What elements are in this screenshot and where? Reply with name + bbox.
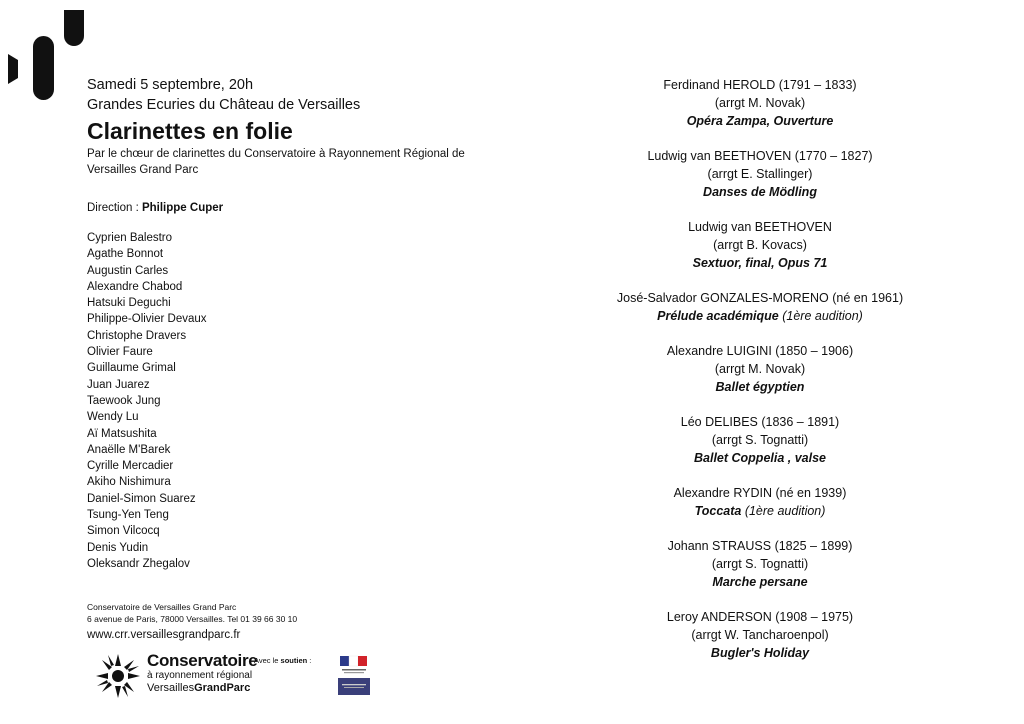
work-title: Ballet égyptien — [715, 380, 805, 394]
musician-name: Cyrille Mercadier — [87, 460, 174, 473]
support-bold: soutien — [280, 656, 308, 665]
event-info — [87, 75, 507, 572]
program-item — [590, 218, 930, 272]
musician-name: Akiho Nishimura — [87, 476, 171, 489]
musician-name: Taewook Jung — [87, 394, 161, 407]
musician-name: Olivier Faure — [87, 346, 153, 359]
musician-name: Guillaume Grimal — [87, 362, 176, 375]
composer: Johann STRAUSS (1825 – 1899) — [667, 539, 853, 553]
prefecture-logo-icon — [338, 678, 370, 695]
work-title: Prélude académique — [657, 309, 779, 323]
musician-name: Anaëlle M'Barek — [87, 443, 171, 456]
footer-address: 6 avenue de Paris, 78000 Versailles. Tel 01 39 66 30 10 — [87, 614, 298, 624]
musician-name: Juan Juarez — [87, 378, 150, 391]
composer: Alexandre LUIGINI (1850 – 1906) — [666, 344, 854, 358]
work-line — [590, 449, 930, 467]
event-subtitle: Par le chœur de clarinettes du Conservatoire à Rayonnement Régional de Versailles Grand Parc — [87, 148, 465, 176]
program-item — [590, 76, 930, 130]
composer: Ludwig van BEETHOVEN (1770 – 1827) — [647, 149, 873, 163]
composer: Ludwig van BEETHOVEN — [688, 220, 832, 234]
musician-name: Simon Vilcocq — [87, 525, 160, 538]
musician-name: Philippe-Olivier Devaux — [87, 313, 207, 326]
work-line — [590, 307, 930, 325]
arrangement: (arrgt B. Kovacs) — [713, 238, 807, 252]
work-line — [590, 644, 930, 662]
work-note: (1ère audition) — [741, 504, 826, 518]
director-name: Philippe Cuper — [141, 202, 224, 214]
work-line — [590, 573, 930, 591]
conservatoire-logo-text — [147, 652, 257, 695]
logo-line-2: à rayonnement régional — [147, 670, 253, 681]
work-note: (1ère audition) — [778, 309, 863, 323]
work-title: Danses de Mödling — [703, 185, 817, 199]
work-line — [590, 112, 930, 130]
musician-name: Hatsuki Deguchi — [87, 297, 171, 310]
musician-name: Augustin Carles — [87, 264, 169, 277]
brand-logo-icon — [6, 10, 86, 102]
event-venue: Grandes Ecuries du Château de Versailles — [87, 97, 361, 113]
musician-name: Denis Yudin — [87, 541, 149, 554]
event-title: Clarinettes en folie — [87, 118, 293, 144]
program-item — [590, 413, 930, 467]
arrangement: (arrgt M. Novak) — [714, 96, 806, 110]
musician-name: Agathe Bonnot — [87, 248, 164, 261]
conservatoire-logo-icon — [94, 652, 142, 700]
work-line — [590, 183, 930, 201]
footer — [87, 601, 387, 643]
composer: Alexandre RYDIN (né en 1939) — [673, 486, 847, 500]
work-title: Toccata — [694, 504, 742, 518]
work-title: Sextuor, final, Opus 71 — [692, 256, 828, 270]
work-title: Bugler's Holiday — [710, 646, 810, 660]
work-line — [590, 502, 930, 520]
program-item — [590, 289, 930, 325]
musician-name: Aï Matsushita — [87, 427, 157, 440]
musician-name: Tsung-Yen Teng — [87, 509, 169, 522]
arrangement: (arrgt M. Novak) — [714, 362, 806, 376]
program-item — [590, 342, 930, 396]
arrangement: (arrgt W. Tancharoenpol) — [691, 628, 829, 642]
direction-label: Direction : — [87, 202, 142, 214]
work-title: Marche persane — [712, 575, 808, 589]
direction-line — [87, 200, 507, 216]
arrangement: (arrgt S. Tognatti) — [711, 557, 809, 571]
support-label — [254, 656, 311, 665]
musician-list — [87, 230, 507, 572]
event-date: Samedi 5 septembre, 20h — [87, 77, 254, 93]
composer: Ferdinand HEROLD (1791 – 1833) — [663, 78, 857, 92]
support-prefix: Avec le — [254, 656, 281, 665]
arrangement: (arrgt S. Tognatti) — [711, 433, 809, 447]
musician-name: Wendy Lu — [87, 411, 139, 424]
composer: José-Salvador GONZALES-MORENO (né en 1961) — [616, 291, 904, 305]
musician-name: Christophe Dravers — [87, 329, 187, 342]
logo-line-3 — [147, 682, 257, 695]
program-item — [590, 537, 930, 591]
musician-name: Cyprien Balestro — [87, 232, 173, 244]
ministry-logo-icon — [338, 654, 370, 676]
program-item — [590, 147, 930, 201]
program-item — [590, 608, 930, 662]
logo-line-3a: Versailles — [147, 682, 195, 694]
musician-name: Daniel-Simon Suarez — [87, 492, 196, 505]
footer-website: www.crr.versaillesgrandparc.fr — [87, 629, 241, 641]
work-title: Ballet Coppelia , valse — [694, 451, 826, 465]
musician-name: Alexandre Chabod — [87, 280, 183, 293]
work-line — [590, 254, 930, 272]
logo-line-3b: GrandParc — [194, 682, 251, 694]
composer: Leroy ANDERSON (1908 – 1975) — [666, 610, 854, 624]
composer: Léo DELIBES (1836 – 1891) — [680, 415, 840, 429]
musician-name: Oleksandr Zhegalov — [87, 557, 190, 570]
footer-org: Conservatoire de Versailles Grand Parc — [87, 602, 237, 612]
logo-line-1: Conservatoire — [147, 651, 258, 670]
support-suffix: : — [307, 656, 312, 665]
program-item — [590, 484, 930, 520]
work-line — [590, 378, 930, 396]
work-title: Opéra Zampa, Ouverture — [686, 114, 834, 128]
arrangement: (arrgt E. Stallinger) — [707, 167, 813, 181]
program-list — [590, 76, 930, 679]
